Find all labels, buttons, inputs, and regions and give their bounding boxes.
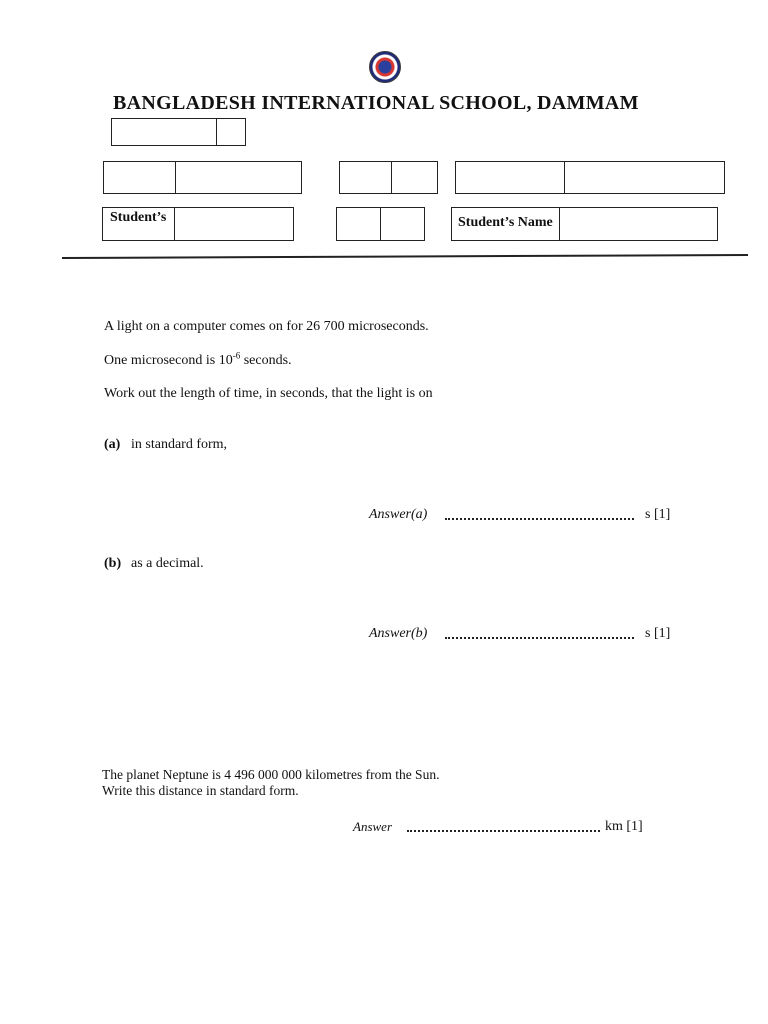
students-label: Student’s: [110, 210, 167, 225]
q1-part-a-text: in standard form,: [131, 437, 228, 452]
answer-b-label: Answer(b): [369, 626, 428, 641]
header-field-box-row2-right[interactable]: [455, 161, 725, 194]
school-name-heading: BANGLADESH INTERNATIONAL SCHOOL, DAMMAM: [113, 92, 639, 114]
box-divider: [174, 208, 175, 240]
q1-line2: [104, 350, 292, 369]
students-field-box[interactable]: [102, 207, 294, 241]
header-field-box-row2-left[interactable]: [103, 161, 302, 194]
q1-line2-exponent: -6: [232, 350, 241, 361]
student-name-field-box[interactable]: [451, 207, 718, 241]
header-field-box-row3-middle[interactable]: [336, 207, 425, 241]
box-divider: [559, 208, 560, 240]
q2-line2: Write this distance in standard form.: [102, 783, 299, 798]
answer-q2-label: Answer: [353, 819, 392, 834]
q1-part-a-letter: (a): [104, 437, 121, 452]
box-divider: [380, 208, 381, 240]
answer-q2-field[interactable]: [407, 830, 600, 832]
header-divider-line: [62, 254, 748, 259]
box-divider: [175, 162, 176, 193]
school-logo: [369, 51, 401, 83]
box-divider: [391, 162, 392, 193]
q1-part-b-text: as a decimal.: [131, 556, 204, 571]
q1-line1: A light on a computer comes on for 26 700 microseconds.: [104, 319, 429, 334]
student-name-label: Student’s Name: [458, 215, 553, 230]
answer-a-field[interactable]: [445, 518, 634, 520]
answer-q2-unit: km [1]: [605, 819, 643, 834]
header-field-box-row1[interactable]: [111, 118, 246, 146]
q1-part-b-letter: (b): [104, 556, 122, 571]
answer-a-label: Answer(a): [369, 507, 428, 522]
header-field-box-row2-middle[interactable]: [339, 161, 438, 194]
q1-line3: Work out the length of time, in seconds, that the light is on: [104, 386, 433, 401]
box-divider: [216, 119, 217, 145]
q1-line2-text-end: seconds.: [240, 353, 292, 368]
answer-b-field[interactable]: [445, 637, 634, 639]
q2-line1: The planet Neptune is 4 496 000 000 kilometres from the Sun.: [102, 767, 440, 782]
q1-line2-text: One microsecond is 10: [104, 353, 233, 368]
box-divider: [564, 162, 565, 193]
answer-b-unit: s [1]: [645, 626, 671, 641]
answer-a-unit: s [1]: [645, 507, 671, 522]
